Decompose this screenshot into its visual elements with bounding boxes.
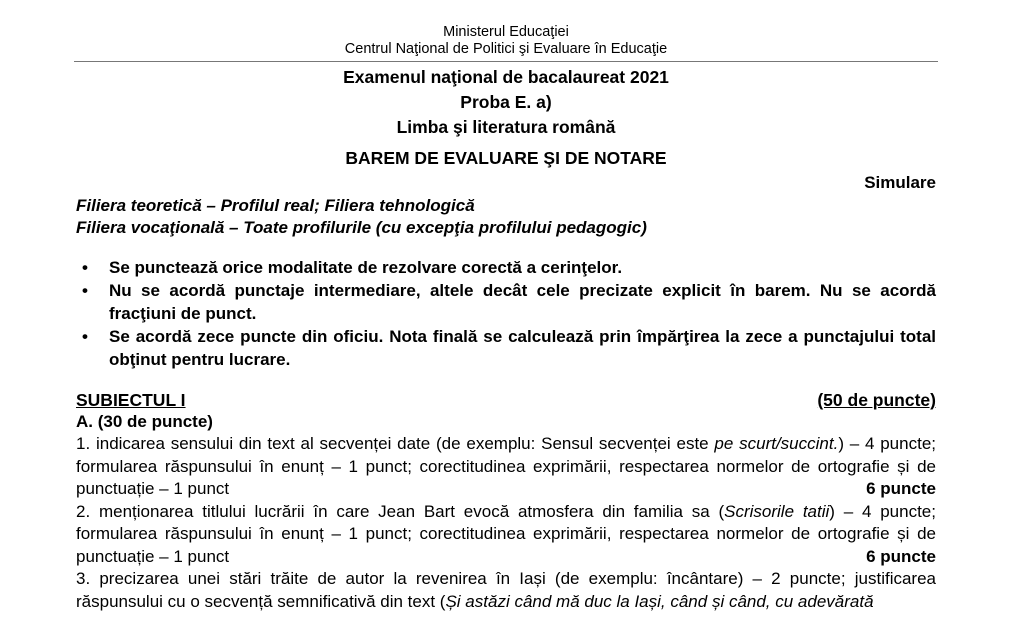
item-1 xyxy=(76,433,936,501)
item-3-text-start: 3. precizarea unei stări trăite de autor la revenirea în Iași (de exemplu: încântare) – 2 puncte; justificarea răspunsului cu o secvență semnificativă din text ( xyxy=(76,569,936,611)
section-a-heading: A. (30 de puncte) xyxy=(76,412,213,431)
exam-title: Examenul naţional de bacalaureat 2021 xyxy=(343,67,669,87)
filiera-line-2: Filiera vocaţională – Toate profilurile (cu excepţia profilului pedagogic) xyxy=(76,218,647,237)
subject-points: (50 de puncte) xyxy=(817,390,936,410)
item-2 xyxy=(76,501,936,569)
rule-item xyxy=(76,325,936,371)
general-rules-list xyxy=(76,256,936,371)
item-2-example: Scrisorile tatii xyxy=(724,501,830,521)
rule-text: Se punctează orice modalitate de rezolvare corectă a cerinţelor. xyxy=(109,258,623,277)
item-3-example: Și astăzi când mă duc la Iași, când și când, cu adevărată xyxy=(445,591,874,611)
filiera-line-1: Filiera teoretică – Profilul real; Filiera tehnologică xyxy=(76,196,475,215)
item-1-points: 6 puncte xyxy=(866,479,936,498)
item-1-example: pe scurt/succint. xyxy=(714,434,839,453)
header-divider xyxy=(74,61,938,62)
item-2-text-end: ) – 4 puncte; formularea răspunsului în enunț – 1 punct; corectitudinea exprimării, respectarea normelor de ortografie și de punctuație – 1 punct xyxy=(76,501,936,566)
simulare-label: Simulare xyxy=(864,173,936,192)
center-name: Centrul Naţional de Politici şi Evaluare în Educaţie xyxy=(344,41,668,57)
subject-label: SUBIECTUL I xyxy=(76,390,186,410)
document-header xyxy=(76,24,936,58)
rule-text: Nu se acordă punctaje intermediare, altele decât cele precizate explicit în barem. Nu se acordă fracţiuni de punct. xyxy=(109,281,936,323)
barem-heading: BAREM DE EVALUARE ŞI DE NOTARE xyxy=(345,148,667,168)
item-1-text-end: ) – 4 puncte; formularea răspunsului în enunț – 1 punct; corectitudinea exprimării, respectarea normelor de ortografie și de punctuație – 1 punct xyxy=(76,434,936,498)
item-1-text-start: 1. indicarea sensului din text al secvenței date (de exemplu: Sensul secvenței este xyxy=(76,434,715,453)
item-3 xyxy=(76,568,936,613)
subject-heading xyxy=(76,389,936,411)
bullet-icon: • xyxy=(82,258,88,277)
rule-item xyxy=(76,279,936,325)
bullet-icon: • xyxy=(82,327,88,346)
document-page xyxy=(76,24,936,613)
bullet-icon: • xyxy=(82,281,88,300)
exam-proba: Proba E. a) xyxy=(460,92,552,112)
exam-subject: Limba şi literatura română xyxy=(396,117,616,137)
rule-text: Se acordă zece puncte din oficiu. Nota finală se calculează prin împărţirea la zece a punctajului total obţinut pentru lucrare. xyxy=(109,327,936,369)
item-2-text-start: 2. menționarea titlului lucrării în care Jean Bart evocă atmosfera din familia sa ( xyxy=(76,501,725,521)
ministry-name: Ministerul Educaţiei xyxy=(443,24,569,40)
rule-item xyxy=(76,256,936,279)
item-2-points: 6 puncte xyxy=(866,546,936,566)
